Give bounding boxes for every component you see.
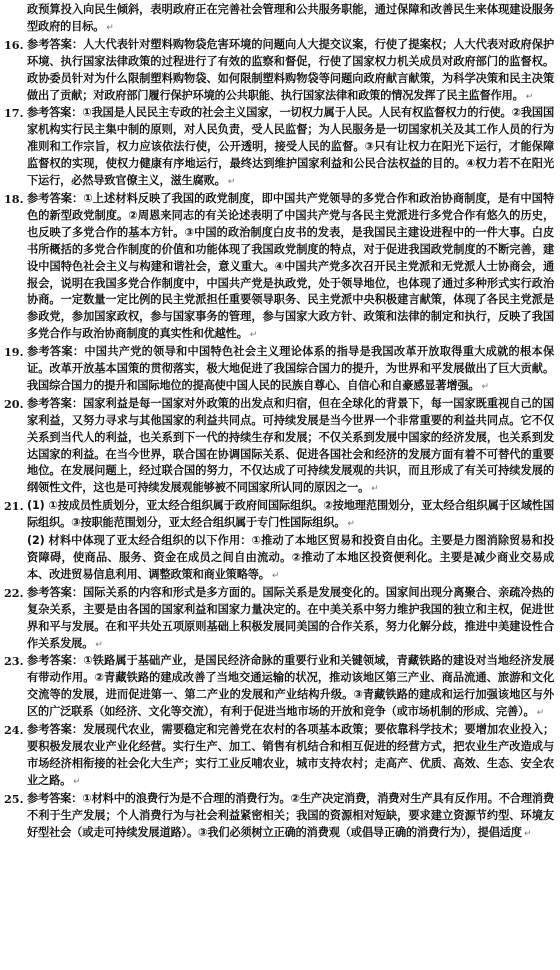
paragraph-mark-icon: ↵	[271, 570, 280, 581]
item-text	[27, 498, 554, 585]
answer-paragraph	[27, 585, 554, 654]
item-text	[27, 191, 554, 344]
answer-paragraph	[27, 722, 554, 791]
item-number: 25.	[4, 791, 24, 806]
paragraph-mark-icon: ↵	[95, 639, 103, 650]
paragraph-text: 参考答案：①铁路属于基础产业，是国民经济命脉的重要行业和关键领域，青藏铁路的建设对当地经济发展有带动作用。②青藏铁路的建成改善了当地交通运输的状况，推动该地区第三产业、商品流通、旅游和文化交流等的发展，进而促进第一、第二产业的发展和产业结构升级。③青藏铁路的建成和运行加强该地区与外区的广泛联系（如经济、文化等交流），有利于促进当地市场的开放和竞争（或市场机制的形成、完善）。	[27, 654, 554, 719]
paragraph-text: 政预算投入向民生倾斜，表明政府正在完善社会管理和公共服务职能，通过保障和改善民生来体现建设服务型政府的目标。	[27, 3, 554, 33]
paragraph-text: 参考答案：国家利益是每一国家对外政策的出发点和归宿，但在全球化的背景下，每一国家既重视自己的国家利益，又努力寻求与其他国家的利益共同点。可持续发展是当今世界一个非常重要的利益共同点。它不仅关系到当代人的利益，也关系到下一代的持续生存和发展；不仅关系到发展中国家的经济发展，也关系到发达国家的利益。在当今世界，联合国在协调国际关系、促进各国社会和经济的发展方面有着不可替代的重要地位。在发展问题上，经过联合国的努力，不仅达成了可持续发展观的共识，而且形成了有关可持续发展的纲领性文件，这也是可持续发展观能够被不同国家所认同的原因之一。	[27, 396, 554, 495]
answer-paragraph	[27, 105, 554, 191]
paragraph-mark-icon: ↵	[523, 828, 532, 839]
item-text	[27, 653, 554, 722]
item-number: 21.	[4, 499, 24, 514]
item-text	[27, 722, 554, 791]
item-text	[27, 37, 554, 106]
answer-paragraph	[27, 498, 554, 533]
item-text	[27, 791, 554, 843]
answer-item	[4, 37, 554, 106]
answer-paragraph	[27, 396, 554, 498]
paragraph-mark-icon: ↵	[249, 330, 258, 341]
paragraph-mark-icon: ↵	[371, 484, 379, 495]
item-number: 22.	[4, 585, 24, 600]
item-text	[27, 105, 554, 191]
paragraph-text: 参考答案：①我国是人民民主专政的社会主义国家，一切权力属于人民。人民有权监督权力的行使。②我国国家机构实行民主集中制的原则，对人民负责，受人民监督；为人民服务是一切国家机关及其工作人员的行为准则和工作宗旨，权力应该依法行使，公开透明，接受人民的监督。③只有让权力在阳光下运行，才能保障监督权的实现，使权力健康有序地运行，最终达到维护国家利益和公民合法权益的目的。④权力若不在阳光下运行，必然导致官僚主义，滋生腐败。	[27, 106, 554, 188]
answer-item	[4, 653, 554, 722]
answer-item	[4, 396, 554, 498]
item-text	[27, 344, 554, 396]
paragraph-text: 参考答案：中国共产党的领导和中国特色社会主义理论体系的指导是我国改革开放取得重大成就的根本保证。改革开放基本国策的贯彻落实，极大地促进了我国综合国力的提升，为世界和平发展做出了巨大贡献。我国综合国力的提升和国际地位的提高使中国人民的民族自尊心、自信心和自豪感显著增强。	[27, 345, 554, 392]
paragraph-text: 参考答案：①材料中的浪费行为是不合理的消费行为。②生产决定消费，消费对生产具有反作用。不合理消费不利于生产发展；个人消费行为与社会利益紧密相关；我国的资源相对短缺，要求建立资源节约型、环境友好型社会（或走可持续发展道路）。③我们必须树立正确的消费观（或倡导正确的消费行为），提倡适度	[27, 791, 554, 839]
answer-paragraph	[27, 653, 554, 722]
intro-block	[4, 2, 554, 37]
answer-item	[4, 344, 554, 396]
item-number: 20.	[4, 396, 24, 411]
item-number: 17.	[4, 106, 24, 121]
answer-item	[4, 105, 554, 191]
paragraph-text: (1) ①按成员性质划分，亚太经合组织属于政府间国际组织。②按地理范围划分，亚太经合组织属于区域性国际组织。③按职能范围划分，亚太经合组织属于专门性国际组织。	[27, 499, 554, 530]
paragraph-mark-icon: ↵	[481, 381, 489, 392]
answer-paragraph	[27, 791, 554, 843]
paragraph-mark-icon: ↵	[525, 91, 534, 102]
item-text	[27, 396, 554, 498]
item-number: 23.	[4, 654, 24, 669]
paragraph-text: 参考答案：国际关系的内容和形式是多方面的。国际关系是发展变化的。国家间出现分离聚合、亲疏冷热的复杂关系，主要是由各国的国家利益和国家力量决定的。在中美关系中努力维护我国的独立和主权，促进世界和平与发展。在和平共处五项原则基础上积极发展同美国的合作关系，努力化解分歧，推进中美建设性合作关系发展。	[27, 585, 554, 650]
answer-paragraph	[27, 191, 554, 344]
answer-item	[4, 191, 554, 344]
item-number: 19.	[4, 345, 24, 360]
paragraph-mark-icon: ↵	[106, 22, 114, 33]
answer-item	[4, 498, 554, 585]
answer-paragraph	[27, 37, 554, 106]
answer-paragraph	[27, 344, 554, 396]
paragraph-text: 参考答案：发展现代农业，需要稳定和完善党在农村的各项基本政策；要依靠科学技术；要增加农业投入；要积极发展农业产业化经营。实行生产、加工、销售有机结合和相互促进的经营方式，把农业生产改造成与市场经济相衔接的社会化大生产；实行工业反哺农业，城市支持农村；走高产、优质、高效、生态、安全农业之路。	[27, 723, 554, 787]
item-number: 18.	[4, 191, 24, 206]
paragraph-text: 参考答案：①上述材料反映了我国的政党制度，即中国共产党领导的多党合作和政治协商制度，是有中国特色的新型政党制度。②周恩来同志的有关论述表明了中国共产党与各民主党派进行多党合作有悠久的历史，也反映了多党合作的基本方针。③中国的政治制度白皮书的发表，是我国民主建设进程中的一件大事。白皮书所概括的多党合作制度的价值和功能体现了我国政党制度的特点，对于促进我国政党制度的不断完善，建设中国特色社会主义与构建和谐社会，意义重大。④中国共产党多次召开民主党派和无党派人士协商会，通报会，说明在我国多党合作制度中，中国共产党是执政党，处于领导地位，也体现了通过多种形式实行政治协商。一定数量一定比例的民主党派担任重要领导职务、民主党派中央积极建言献策，体现了各民主党派是参政党，参加国家政权，参与国家事务的管理，参与国家大政方针、政策和法律的制定和执行，反映了我国多党合作与政治协商制度的真实性和优越性。	[27, 191, 554, 341]
intro-paragraph	[27, 2, 554, 37]
answer-item	[4, 791, 554, 843]
item-text	[27, 2, 554, 37]
paragraph-mark-icon: ↵	[536, 708, 544, 719]
paragraph-mark-icon: ↵	[227, 177, 236, 188]
item-text	[27, 585, 554, 654]
paragraph-mark-icon: ↵	[73, 776, 81, 787]
item-number: 16.	[4, 37, 24, 52]
answer-item	[4, 585, 554, 654]
paragraph-mark-icon: ↵	[347, 519, 355, 530]
answer-list	[4, 37, 554, 843]
paragraph-text: 参考答案：人大代表针对塑料购物袋危害环境的问题向人大提交议案，行使了提案权；人大代表对政府保护环境、执行国家法律政策的过程进行了有效的监察和督促，行使了国家权力机关成员对政府部门的监督权。政协委员针对为什么限制塑料购物袋、如何限制塑料购物袋等问题向政府献言献策，为科学决策和民主决策做出了贡献；对政府部门履行保护环境的公共职能、执行国家法律和政策的情况发挥了民主监督作用。	[27, 37, 554, 102]
answer-paragraph	[27, 533, 554, 585]
answer-item	[4, 722, 554, 791]
item-number: 24.	[4, 723, 24, 738]
paragraph-text: (2) 材料中体现了亚太经合组织的以下作用：①推动了本地区贸易和投资自由化。主要是力图消除贸易和投资障碍，使商品、服务、资金在成员之间自由流动。②推动了本地区投资便利化。主要是减少商业交易成本、改进贸易信息利用、调整政策和商业策略等。	[27, 534, 554, 581]
